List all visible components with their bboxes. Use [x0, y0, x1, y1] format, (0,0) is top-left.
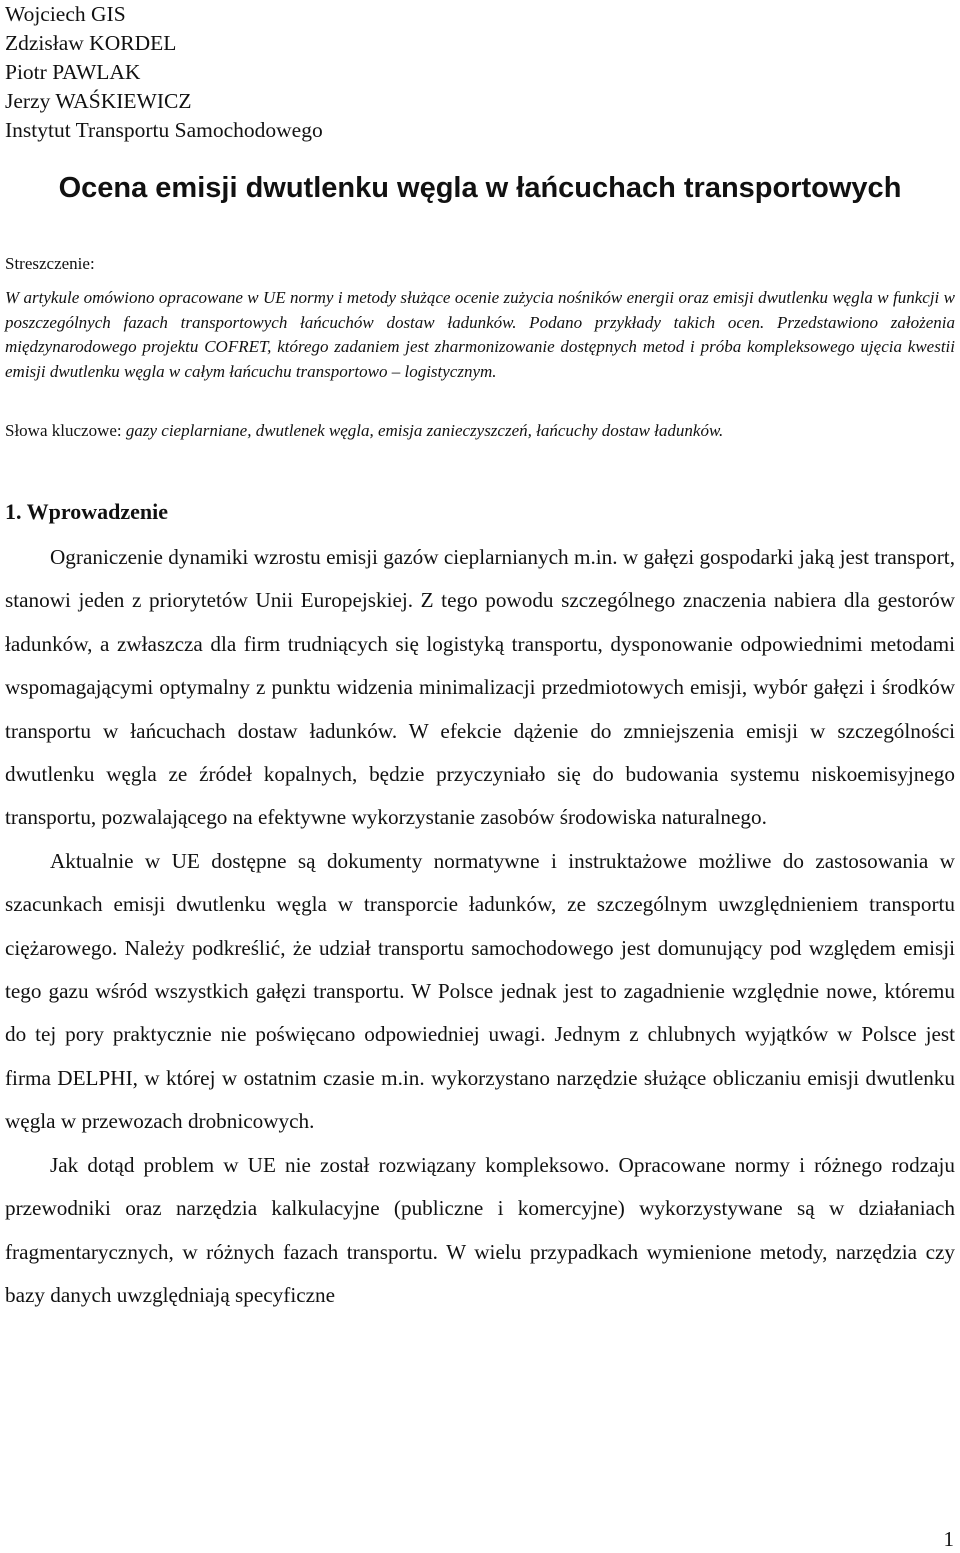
author-affiliation: Instytut Transportu Samochodowego — [5, 118, 323, 142]
author-name: Jerzy WAŚKIEWICZ — [5, 89, 192, 113]
keywords-text: gazy cieplarniane, dwutlenek węgla, emisja zanieczyszczeń, łańcuchy dostaw ładunków. — [125, 421, 724, 440]
page-number: 1 — [943, 1527, 954, 1551]
author-block — [5, 0, 323, 145]
author-name: Zdzisław KORDEL — [5, 31, 177, 55]
paper-title: Ocena emisji dwutlenku węgla w łańcuchach transportowych — [58, 172, 902, 204]
keywords-label: Słowa kluczowe: — [5, 421, 122, 440]
abstract-text: W artykule omówiono opracowane w UE normy i metody służące ocenie zużycia nośników energii oraz emisji dwutlenku węgla w funkcji w poszczególnych fazach transportowych łańcuchów dostaw ładunków. Podano przykłady takich ocen. Przedstawiono założenia międzynarodowego projektu COFRET, którego zadaniem jest zharmonizowanie dostępnych metod i próba kompleksowego ujęcia kwestii emisji dwutlenku węgla w całym łańcuchu transportowo – logistycznym. — [5, 288, 955, 381]
body-paragraph: Jak dotąd problem w UE nie został rozwiązany kompleksowo. Opracowane normy i różnego rodzaju przewodniki oraz narzędzia kalkulacyjne (publiczne i komercyjne) wykorzystywane są w działaniach fragmentarycznych, w różnych fazach transportu. W wielu przypadkach wymienione metody, narzędzia czy bazy danych uwzględniają specyficzne — [5, 1152, 955, 1307]
abstract-heading: Streszczenie: — [5, 254, 95, 273]
author-name: Piotr PAWLAK — [5, 60, 141, 84]
author-name: Wojciech GIS — [5, 2, 126, 26]
body-paragraph: Ograniczenie dynamiki wzrostu emisji gazów cieplarnianych m.in. w gałęzi gospodarki jaką jest transport, stanowi jeden z priorytetów Unii Europejskiej. Z tego powodu szczególnego znaczenia nabiera dla gestorów ładunków, a zwłaszcza dla firm trudniących się logistyką transportu, dysponowanie odpowiednimi metodami wspomagającymi optymalny z punktu widzenia minimalizacji przedmiotowych emisji, wybór gałęzi i środków transportu w łańcuchach dostaw ładunków. W efekcie dążenie do zmniejszenia emisji w szczególności dwutlenku węgla ze źródeł kopalnych, będzie przyczyniało się do budowania systemu niskoemisyjnego transportu, pozwalającego na efektywne wykorzystanie zasobów środowiska naturalnego. — [5, 545, 955, 830]
section-body — [5, 536, 955, 1317]
section-heading: 1. Wprowadzenie — [5, 499, 168, 524]
body-paragraph: Aktualnie w UE dostępne są dokumenty normatywne i instruktażowe możliwe do zastosowania w szacunkach emisji dwutlenku węgla w transporcie ładunków, ze szczególnym uwzględnieniem transportu ciężarowego. Należy podkreślić, że udział transportu samochodowego jest domunujący pod względem emisji tego gazu wśród wszystkich gałęzi transportu. W Polsce jednak jest to zagadnienie względnie nowe, któremu do tej pory praktycznie nie poświęcano odpowiedniej uwagi. Jednym z chlubnych wyjątków w Polsce jest firma DELPHI, w której w ostatnim czasie m.in. wykorzystano narzędzie służące obliczaniu emisji dwutlenku węgla w przewozach drobnicowych. — [5, 848, 955, 1134]
keywords-line — [5, 419, 955, 443]
